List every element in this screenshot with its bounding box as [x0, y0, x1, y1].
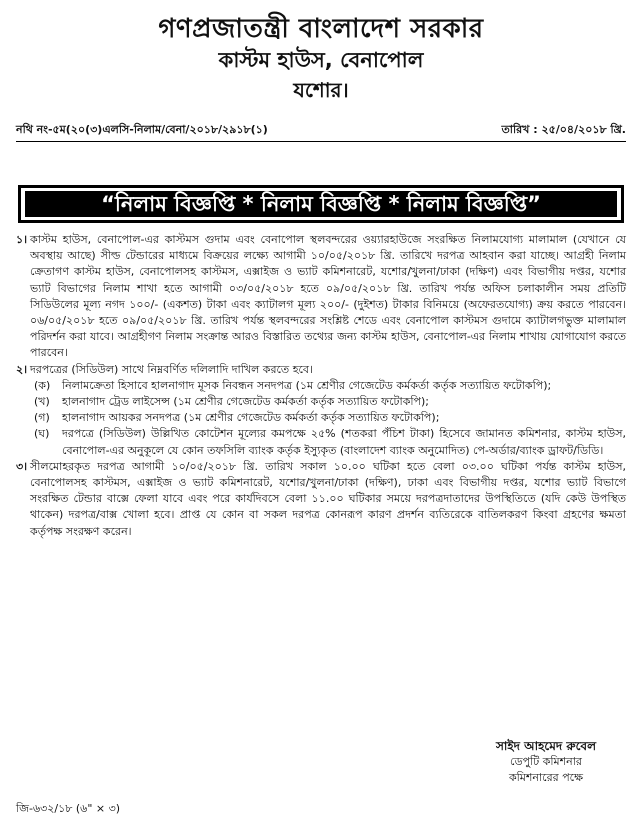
footer-reference: জি-৬৩২/১৮ (৬" × ৩) — [16, 802, 121, 815]
notice-date: তারিখ : ২৫/০৪/২০১৮ খ্রি. — [501, 123, 626, 136]
paragraph-number: ৩। — [16, 459, 28, 473]
list-item — [16, 426, 626, 458]
item-label: (গ) — [34, 411, 50, 425]
office-name: কাস্টম হাউস, বেনাপোল — [218, 48, 424, 72]
signatory-behalf: কমিশনারের পক্ষে — [508, 771, 584, 784]
govt-title: গণপ্রজাতন্ত্রী বাংলাদেশ সরকার — [158, 14, 484, 44]
item-text: হালনাগাদ ট্রেড লাইসেন্স (১ম শ্রেণীর গেজেটেড কর্মকর্তা কর্তৃক সত্যায়িত ফটোকপি); — [62, 395, 429, 409]
item-label: (ক) — [34, 378, 51, 392]
paragraph-3 — [16, 459, 626, 540]
list-item — [16, 378, 626, 394]
paragraph-1 — [16, 232, 626, 362]
notice-body — [16, 232, 626, 540]
item-text: দরপত্রে (সিডিউল) উল্লিখিত কোটেশন মূল্যের কমপক্ষে ২৫% (শতকরা পঁচিশ টাকা) হিসেবে জামানত কমিশনার, কাস্টম হাউস, বেনাপোল-এর অনুকূলে যে কোন তফসিলি ব্যাংক কর্তৃক ইস্যুকৃত (বাংলাদেশ ব্যাংক অনুমোদিত) পে-অর্ডার/ব্যাংক ড্রাফট/ডিডি। — [62, 427, 626, 457]
item-label: (খ) — [34, 395, 50, 409]
list-item — [16, 410, 626, 426]
paragraph-text: দরপত্রের (সিডিউল) সাথে নিম্নবর্ণিত দলিলাদি দাখিল করতে হবে। — [30, 362, 313, 376]
item-text: হালনাগাদ আয়কর সনদপত্র (১ম শ্রেণীর গেজেটেড কর্মকর্তা কর্তৃক সত্যায়িত ফটোকপি); — [62, 411, 440, 425]
paragraph-number: ১। — [16, 233, 28, 246]
signature-block — [466, 738, 626, 786]
memo-number: নথি নং-৫ম(২০(৩)এলসি-নিলাম/বেনা/২০১৮/২৯১৮(১) — [16, 123, 268, 136]
list-item — [16, 394, 626, 410]
signatory-name: সাইদ আহমেদ রুবেল — [495, 739, 597, 753]
paragraph-number: ২। — [16, 362, 28, 376]
item-text: নিলামক্রেতা হিসাবে হালনাগাদ মূসক নিবন্ধন সনদপত্র (১ম শ্রেণীর গেজেটেড কর্মকর্তা কর্তৃক সত্যায়িত ফটোকপি); — [62, 378, 552, 392]
signatory-designation: ডেপুটি কমিশনার — [510, 755, 582, 768]
auction-banner — [18, 185, 624, 223]
paragraph-2 — [16, 362, 626, 378]
paragraph-text: সীলমোহরকৃত দরপত্র আগামী ১০/০৫/২০১৮ খ্রি. তারিখ সকাল ১০.০০ ঘটিকা হতে বেলা ০৩.০০ ঘটিকা পর্যন্ত কাস্টম হাউস, বেনাপোলসহ কাস্টমস, এক্সাইজ ও ভ্যাট কমিশনারেট, যশোর/খুলনা/ঢাকা (দক্ষিণ), ঢাকা এবং বিভাগীয় দপ্তর, যশোর ভ্যাট বিভাগে সংরক্ষিত টেন্ডার বাক্সে ফেলা যাবে এবং পরে কার্যদিবসে বেলা ১১.০০ ঘটিকার সময়ে দরপত্রদাতাদের উপস্থিতিতে (যদি কেউ উপস্থিত থাকেন) দরপত্র/বাক্স খোলা হবে। প্রাপ্ত যে কোন বা সকল দরপত্র কোনরূপ কারণ প্রদর্শন ব্যতিরেকে বাতিলকরণ কিংবা গ্রহণের ক্ষমতা কর্তৃপক্ষ সংরক্ষণ করেন। — [30, 459, 626, 538]
banner-text: “নিলাম বিজ্ঞপ্তি * নিলাম বিজ্ঞপ্তি * নিলাম বিজ্ঞপ্তি” — [25, 191, 617, 217]
district-name: যশোর। — [293, 78, 349, 102]
paragraph-text: কাস্টম হাউস, বেনাপোল-এর কাস্টমস গুদাম এবং বেনাপোল স্থলবন্দরের ওয়্যারহাউজে সংরক্ষিত নিলামযোগ্য মালামাল (যেখানে যে অবস্থায় আছে) সীল্ড টেন্ডারের মাধ্যমে বিক্রয়ের লক্ষ্যে আগামী ১০/০৫/২০১৮ খ্রি. তারিখে দরপত্র আহবান করা যাচ্ছে। আগ্রহী নিলাম ক্রেতাগণ কাস্টম হাউস, বেনাপোলসহ কাস্টমস, এক্সাইজ ও ভ্যাট কমিশনারেট, যশোর/খুলনা/ঢাকা (দক্ষিণ) এবং বিভাগীয় দপ্তর, যশোর ভ্যাট বিভাগের নিলাম শাখা হতে আগামী ০৩/০৫/২০১৮ হতে ০৯/০৫/২০১৮ খ্রি. তারিখ পর্যন্ত অফিস চলাকালীন সময় প্রতিটি সিডিউলের মূল্য নগদ ১০০/- (একশত) টাকা এবং ক্যাটালগ মূল্য ২০০/- (দুইশত) টাকার বিনিময়ে (অফেরতযোগ্য) ক্রয় করতে পারবেন। ০৬/০৫/২০১৮ হতে ০৯/০৫/২০১৮ খ্রি. তারিখ পর্যন্ত স্থলবন্দরের সংশ্লিষ্ট শেডে এবং বেনাপোল কাস্টমস গুদামে ক্যাটালগভুক্ত মালামাল পরিদর্শন করা যাবে। আগ্রহীগণ নিলাম সংক্রান্ত আরও বিস্তারিত তথ্যের জন্য কাস্টম হাউস, বেনাপোল-এর নিলাম শাখায় যোগাযোগ করতে পারবেন। — [30, 233, 626, 360]
divider — [16, 141, 626, 142]
item-label: (ঘ) — [34, 427, 50, 441]
